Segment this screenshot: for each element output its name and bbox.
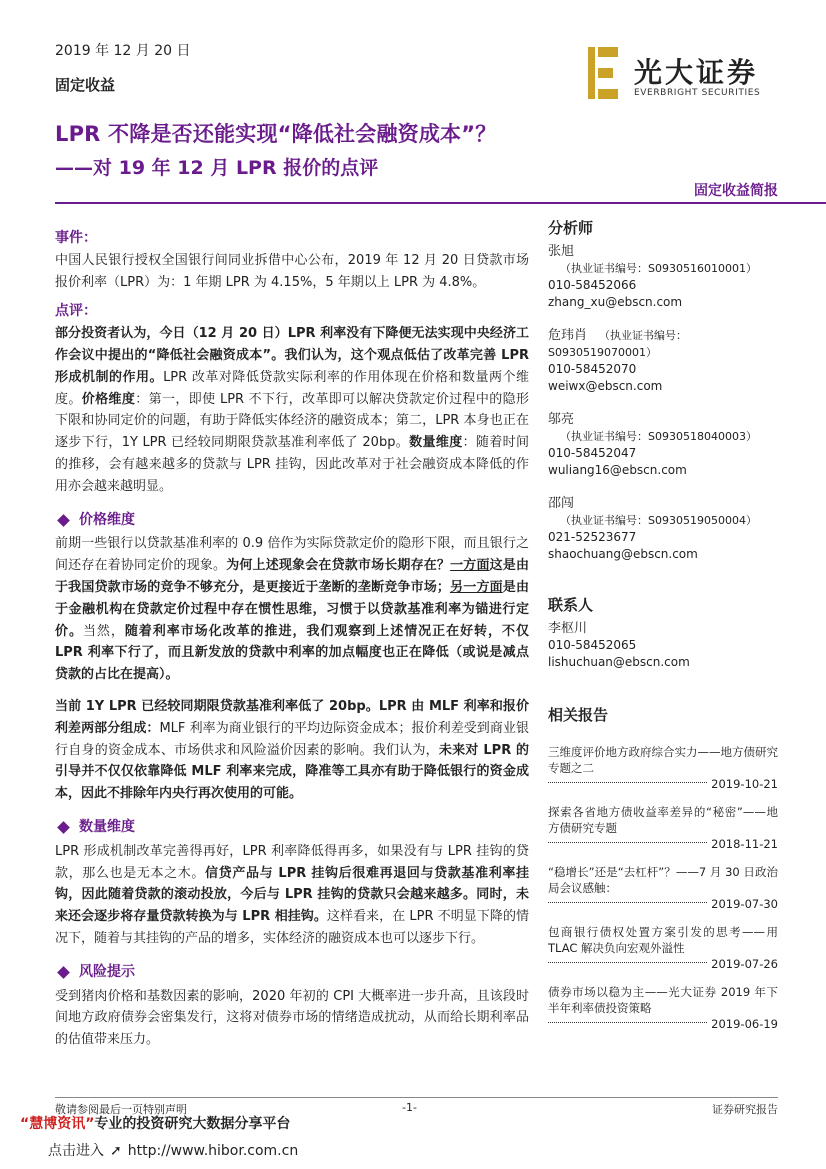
quantity-heading-text: 数量维度 — [79, 818, 135, 835]
quantity-text-1: LPR 形成机制改革完善得再好，LPR 利率降低得再多，如果没有与 LPR 挂钩的贷款，那么也是无本之木。 — [55, 843, 529, 881]
comment-text-3: ：随着时间的推移，会有越来越多的贷款与 LPR 挂钩，因此改革对于社会融资成本降低的作用亦会越来越明显。 — [55, 435, 529, 494]
everbright-e-icon — [588, 47, 618, 99]
price-p1-bold-1: 为何上述现象会在贷款市场长期存在？ — [226, 558, 451, 574]
analyst-cert: （执业证书编号：S0930516010001） — [560, 262, 757, 275]
price-paragraph-2 — [55, 696, 529, 805]
analyst-email[interactable]: shaochuang@ebscn.com — [548, 547, 698, 561]
quantity-text-2: 这样看来，在 LPR 不明显下降的情况下，随着与其挂钩的产品的增多，实体经济的融资成本也可以逐步下行。 — [55, 909, 530, 946]
footer-page-number: -1- — [402, 1101, 417, 1114]
related-report-title[interactable]: 三维度评价地方政府综合实力——地方债研究专题之二 — [548, 745, 778, 775]
analyst-email[interactable]: wuliang16@ebscn.com — [548, 463, 687, 477]
analyst-email[interactable]: zhang_xu@ebscn.com — [548, 295, 683, 309]
comment-text-2: ：第一，即使 LPR 不下行，改革即可以解决贷款定价过程中的隐形下限和协同定价的问题，有助于降低实体经济的融资成本；第二，LPR 本身也正在逐步下行，1Y LPR 已经较同期限贷款基准利率低了 20bp。 — [55, 391, 529, 451]
price-p1-underline-2: 另一方面 — [449, 579, 503, 595]
related-report-item[interactable] — [548, 984, 778, 1032]
contact-heading: 联系人 — [548, 596, 594, 614]
related-report-title[interactable]: 包商银行债权处置方案引发的思考——用 TLAC 解决负向宏观外溢性 — [548, 925, 778, 955]
risk-section-heading — [55, 962, 529, 984]
analyst-phone: 021-52523677 — [548, 530, 637, 544]
related-report-date: 2019-07-26 — [711, 957, 778, 971]
everbright-logo — [588, 47, 778, 107]
price-p1-bold-2: 这是由于我国贷款市场的竞争不够充分，是更接近于垄断的垄断竞争市场； — [55, 558, 529, 595]
analyst-name: 危玮肖 — [548, 328, 588, 343]
comment-bold-3: 数量维度 — [409, 435, 463, 451]
logo-english-name: EVERBRIGHT SECURITIES — [634, 88, 761, 98]
footer-report-label: 证券研究报告 — [712, 1103, 778, 1116]
watermark-enter-text: 点击进入 — [48, 1143, 104, 1159]
analyst-card — [548, 327, 778, 395]
leader-dots — [548, 901, 707, 903]
related-report-date: 2019-06-19 — [711, 1017, 778, 1031]
quantity-bold-1: 信贷产品与 LPR 挂钩后很难再退回与贷款基准利率挂钩，因此随着贷款的滚动投放，今后与 LPR 挂钩的贷款只会越来越多。同时，未来还会逐步将存量贷款转换为与 LPR 相挂钩。 — [55, 865, 529, 925]
analysts-heading: 分析师 — [548, 219, 594, 237]
header-divider — [55, 202, 826, 204]
price-p2-text-1: MLF 利率为商业银行的平均边际资金成本；报价利差受到商业银行自身的资金成本、市场供求和风险溢价因素的影响。我们认为， — [55, 720, 529, 758]
comment-bold-2: 价格维度 — [81, 391, 136, 407]
watermark-brand: “慧博资讯” — [20, 1116, 95, 1132]
analyst-cert: （执业证书编号：S0930518040003） — [560, 430, 757, 443]
comment-label: 点评： — [55, 303, 97, 320]
analyst-card — [548, 411, 778, 479]
contact-phone: 010-58452065 — [548, 638, 637, 652]
footer-divider — [55, 1097, 778, 1098]
contact-card — [548, 620, 778, 671]
price-paragraph-1 — [55, 533, 529, 686]
watermark-slogan: 专业的投资研究大数据分享平台 — [94, 1116, 291, 1132]
analyst-email[interactable]: weiwx@ebscn.com — [548, 379, 663, 393]
price-p1-underline-1: 一方面 — [450, 558, 490, 574]
quantity-section-heading — [55, 817, 529, 839]
footer-disclaimer: 敬请参阅最后一页特别声明 — [55, 1103, 187, 1116]
main-content — [55, 228, 529, 1051]
watermark-line-1 — [20, 1113, 290, 1133]
comment-text-1: LPR 改革对降低贷款实际利率的作用体现在价格和数量两个维度。 — [55, 369, 529, 407]
related-reports-list — [548, 744, 778, 1032]
analyst-name: 邵闯 — [548, 496, 575, 511]
risk-heading-text: 风险提示 — [79, 963, 135, 980]
analyst-cert: （执业证书编号：S0930519050004） — [560, 514, 757, 527]
related-report-title[interactable]: 探索各省地方债收益率差异的“秘密”——地方债研究专题 — [548, 805, 778, 835]
analyst-name: 张旭 — [548, 244, 575, 259]
watermark-url-link[interactable]: http://www.hibor.com.cn — [127, 1143, 299, 1159]
related-report-item[interactable] — [548, 864, 778, 912]
related-reports-heading: 相关报告 — [548, 706, 609, 724]
quantity-paragraph — [55, 841, 529, 950]
logo-chinese-name: 光大证券 — [634, 56, 759, 89]
comment-bold-1: 部分投资者认为，今日（12 月 20 日）LPR 利率没有下降便无法实现中央经济工作会议中提出的“降低社会融资成本”。我们认为，这个观点低估了改革完善 LPR 形成机制的作用。 — [55, 326, 529, 385]
analyst-cert: （执业证书编号：S0930519070001） — [548, 329, 688, 359]
analyst-phone: 010-58452070 — [548, 362, 637, 376]
price-heading-text: 价格维度 — [79, 511, 135, 528]
price-p1-bold-4: 随着利率市场化改革的推进，我们观察到上述情况正在好转，不仅 LPR 利率下行了，而且新发放的贷款中利率的加点幅度也正在降低（或说是减点贷款的占比在提高）。 — [55, 623, 529, 683]
watermark-line-2 — [48, 1140, 298, 1160]
comment-paragraph — [55, 323, 529, 497]
report-category: 固定收益 — [55, 76, 116, 94]
report-subtitle: ——对 19 年 12 月 LPR 报价的点评 — [55, 157, 379, 179]
analyst-name: 邬亮 — [548, 412, 575, 427]
related-report-title[interactable]: “稳增长”还是“去杠杆”？——7 月 30 日政治局会议感触： — [548, 865, 778, 895]
contact-name: 李枢川 — [548, 621, 588, 636]
analyst-phone: 010-58452066 — [548, 278, 637, 292]
risk-paragraph: 受到猪肉价格和基数因素的影响，2020 年初的 CPI 大概率进一步升高，且该段时间地方政府债券会密集发行，这将对债券市场的情绪造成扰动，从而给长期利率品的估值带来压力。 — [55, 988, 529, 1048]
price-p1-bold-3: 是由于金融机构在贷款定价过程中存在惯性思维，习惯于以贷款基准利率为锚进行定价。 — [55, 579, 529, 639]
report-type-label: 固定收益简报 — [694, 183, 778, 199]
contact-email[interactable]: lishuchuan@ebscn.com — [548, 655, 690, 669]
leader-dots — [548, 781, 707, 783]
event-label: 事件： — [55, 230, 97, 246]
related-report-title[interactable]: 债券市场以稳为主——光大证券 2019 年下半年利率债投资策略 — [548, 985, 778, 1015]
analyst-card — [548, 495, 778, 563]
leader-dots — [548, 841, 707, 843]
related-report-date: 2018-11-21 — [711, 837, 778, 851]
price-p2-bold-1: 当前 1Y LPR 已经较同期限贷款基准利率低了 20bp。LPR 由 MLF 利率和报价利差两部分组成： — [55, 698, 529, 736]
price-p1-text-2: 当然， — [82, 623, 125, 639]
event-text: 中国人民银行授权全国银行间同业拆借中心公布，2019 年 12 月 20 日贷款市场报价利率（LPR）为：1 年期 LPR 为 4.15%，5 年期以上 LPR 为 4.8%。 — [55, 252, 529, 290]
related-report-item[interactable] — [548, 804, 778, 852]
related-report-date: 2019-10-21 — [711, 777, 778, 791]
diamond-bullet-icon — [57, 514, 70, 527]
analyst-phone: 010-58452047 — [548, 446, 637, 460]
price-p2-bold-2: 未来对 LPR 的引导并不仅仅依靠降低 MLF 利率来完成，降准等工具亦有助于降低银行的资金成本，因此不排除年内央行再次使用的可能。 — [55, 742, 529, 802]
report-title: LPR 不降是否还能实现“降低社会融资成本”？ — [55, 122, 497, 146]
leader-dots — [548, 961, 707, 963]
analyst-card — [548, 243, 778, 311]
related-report-date: 2019-07-30 — [711, 897, 778, 911]
diamond-bullet-icon — [57, 821, 70, 834]
report-date: 2019 年 12 月 20 日 — [55, 43, 191, 59]
price-section-heading — [55, 510, 529, 532]
leader-dots — [548, 1021, 707, 1023]
related-report-item[interactable] — [548, 744, 778, 792]
price-p1-text-1: 前期一些银行以贷款基准利率的 0.9 倍作为实际贷款定价的隐形下限，而且银行之间还存在着协同定价的现象。 — [55, 536, 529, 574]
diamond-bullet-icon — [57, 966, 70, 979]
watermark-cursor-icon: ➚ — [110, 1143, 122, 1159]
sidebar — [548, 220, 778, 1044]
related-report-item[interactable] — [548, 924, 778, 972]
